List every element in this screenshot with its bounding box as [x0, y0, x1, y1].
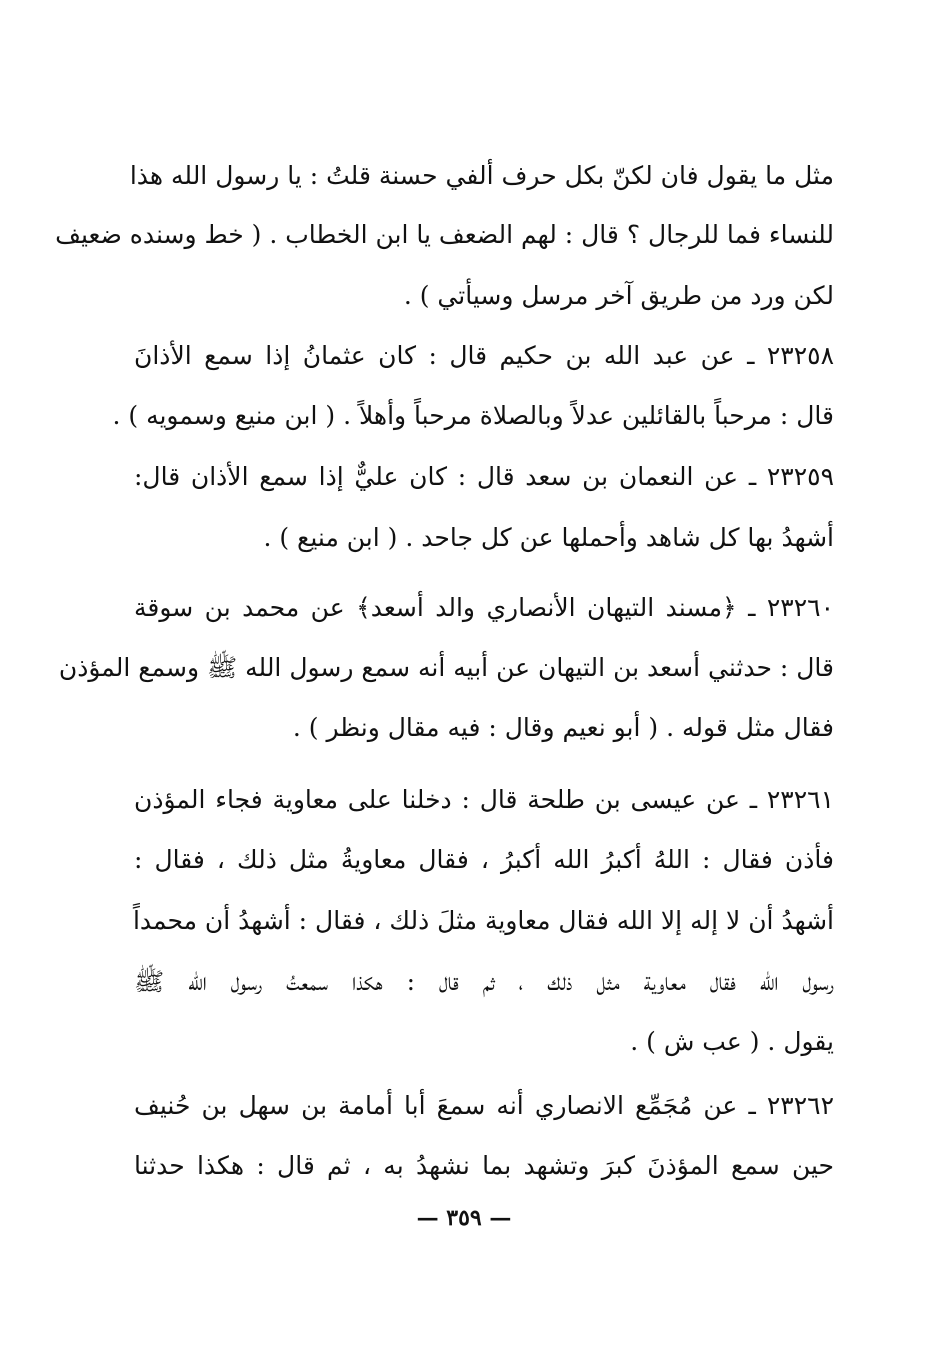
- page-number: — ٣٥٩ —: [416, 1205, 512, 1231]
- hadith-text-block: [55, 148, 834, 1180]
- hadith-entry-23262: ٢٣٢٦٢ ـ عن مُجَمِّع الانصاري أنه سمعَ أبا أمامة بن سهل بن حُنيف: [134, 1091, 834, 1120]
- hadith-entry-23261: ٢٣٢٦١ ـ عن عيسى بن طلحة قال : دخلنا على معاوية فجاء المؤذن: [134, 785, 834, 814]
- text-line: يقول . ( عب ش ) .: [630, 1027, 834, 1056]
- text-line: حين سمع المؤذنَ كبرَ وتشهد بما نشهدُ به ، ثم قال : هكذا حدثنا: [134, 1151, 834, 1180]
- text-line: قال : مرحباً بالقائلين عدلاً وبالصلاة مرحباً وأهلاً . ( ابن منيع وسمويه ) .: [112, 401, 834, 430]
- text-line: أشهدُ أن لا إله إلا الله فقال معاوية مثلَ ذلك ، فقال : أشهدُ أن محمداً: [132, 906, 834, 935]
- text-line: أشهدُ بها كل شاهد وأحملها عن كل جاحد . ( ابن منيع ) .: [263, 523, 834, 552]
- text-line: لكن ورد من طريق آخر مرسل وسيأتي ) .: [403, 281, 834, 310]
- text-line: فقال مثل قوله . ( أبو نعيم وقال : فيه مقال ونظر ) .: [292, 713, 834, 742]
- text-line: فأذن فقال : اللهُ أكبرُ الله أكبرُ ، فقال معاويةُ مثل ذلك ، فقال :: [134, 845, 834, 874]
- hadith-entry-23260: ٢٣٢٦٠ ـ ﴿مسند التيهان الأنصاري والد أسعد﴾ عن محمد بن سوقة: [134, 593, 834, 622]
- text-line: رسول الله فقال معاوية مثل ذلك ، ثم قال : هكذا سمعتُ رسول الله ﷺ: [134, 967, 834, 996]
- text-line: قال : حدثني أسعد بن التيهان عن أبيه أنه سمع رسول الله ﷺ وسمع المؤذن: [58, 653, 834, 682]
- text-line: للنساء فما للرجال ؟ قال : لهم الضعف يا ابن الخطاب . ( خط وسنده ضعيف: [55, 220, 834, 249]
- text-line: مثل ما يقول فان لكنّ بكل حرف ألفي حسنة قلتُ : يا رسول الله هذا: [129, 161, 834, 190]
- hadith-entry-23258: ٢٣٢٥٨ ـ عن عبد الله بن حكيم قال : كان عثمانُ إذا سمع الأذانَ: [134, 341, 834, 370]
- hadith-entry-23259: ٢٣٢٥٩ ـ عن النعمان بن سعد قال : كان عليٌّ إذا سمع الأذان قال:: [134, 462, 834, 491]
